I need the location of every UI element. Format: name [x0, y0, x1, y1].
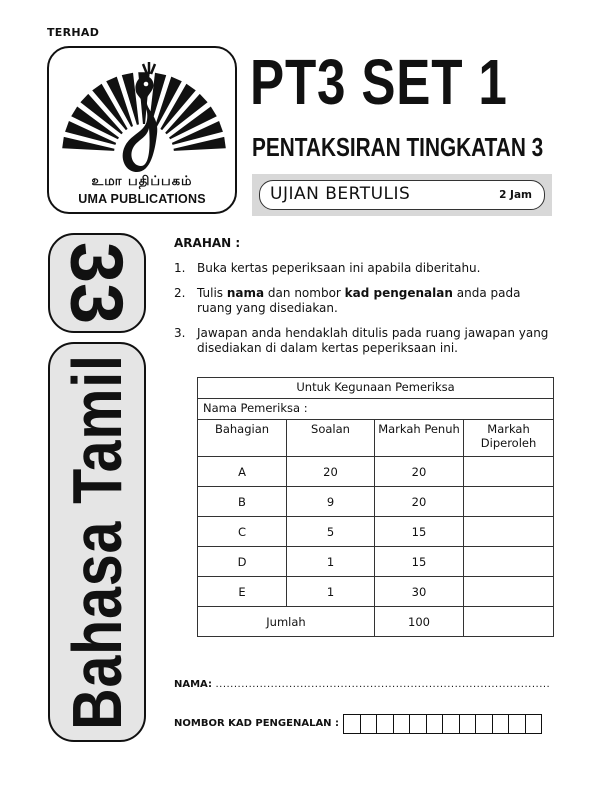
questions-cell: 1: [287, 547, 375, 577]
table-row: [198, 457, 554, 487]
ic-digit-box[interactable]: [475, 714, 493, 734]
publisher-logo-box: [47, 46, 237, 214]
total-label: Jumlah: [198, 607, 375, 637]
table-row: [198, 487, 554, 517]
obtained-marks-cell[interactable]: [464, 487, 554, 517]
ic-digit-box[interactable]: [393, 714, 411, 734]
subject-name: Bahasa Tamil: [58, 354, 136, 730]
ic-digit-box[interactable]: [376, 714, 394, 734]
ic-digit-box[interactable]: [492, 714, 510, 734]
exam-duration: 2 Jam: [499, 189, 532, 201]
section-cell: D: [198, 547, 287, 577]
instruction-text: Buka kertas peperiksaan ini apabila diberitahu.: [197, 261, 481, 275]
examiner-name-field[interactable]: Nama Pemeriksa :: [198, 399, 554, 420]
ic-digit-box[interactable]: [459, 714, 477, 734]
section-cell: E: [198, 577, 287, 607]
page-title: PT3 SET 1: [250, 46, 508, 118]
section-cell: B: [198, 487, 287, 517]
obtained-marks-cell[interactable]: [464, 547, 554, 577]
table-row: [198, 547, 554, 577]
header-soalan: Soalan: [287, 420, 375, 457]
student-name-line[interactable]: ...........................................................................................: [215, 679, 551, 690]
ic-digit-box[interactable]: [442, 714, 460, 734]
instruction-number: 2.: [174, 286, 186, 300]
questions-cell: 1: [287, 577, 375, 607]
section-cell: C: [198, 517, 287, 547]
ic-digit-box[interactable]: [409, 714, 427, 734]
exam-type-label: UJIAN BERTULIS: [270, 184, 411, 204]
obtained-marks-cell[interactable]: [464, 517, 554, 547]
table-title: Untuk Kegunaan Pemeriksa: [198, 378, 554, 399]
instruction-item: [174, 261, 554, 276]
ic-digit-box[interactable]: [343, 714, 361, 734]
table-row: [198, 577, 554, 607]
obtained-marks-cell[interactable]: [464, 457, 554, 487]
section-cell: A: [198, 457, 287, 487]
questions-cell: 20: [287, 457, 375, 487]
table-row: [198, 517, 554, 547]
obtained-marks-cell[interactable]: [464, 577, 554, 607]
ic-digit-box[interactable]: [360, 714, 378, 734]
full-marks-cell: 20: [375, 457, 464, 487]
total-full-marks: 100: [375, 607, 464, 637]
subject-code: 33: [55, 241, 139, 325]
header-markah-diperoleh: Markah Diperoleh: [464, 420, 554, 457]
header-markah-penuh: Markah Penuh: [375, 420, 464, 457]
instruction-item: [174, 286, 554, 316]
subject-name-badge: [48, 342, 146, 742]
publisher-name: UMA PUBLICATIONS: [78, 192, 206, 206]
student-name-label: NAMA:: [174, 679, 212, 690]
instructions-heading: ARAHAN :: [174, 236, 241, 250]
publisher-name-tamil: உமா பதிப்பகம்: [91, 174, 193, 189]
full-marks-cell: 15: [375, 517, 464, 547]
full-marks-cell: 20: [375, 487, 464, 517]
full-marks-cell: 15: [375, 547, 464, 577]
total-obtained-marks[interactable]: [464, 607, 554, 637]
classification-label: TERHAD: [47, 26, 100, 39]
instruction-item: [174, 326, 554, 356]
page-subtitle: PENTAKSIRAN TINGKATAN 3: [252, 132, 544, 162]
header-bahagian: Bahagian: [198, 420, 287, 457]
instruction-text: Jawapan anda hendaklah ditulis pada ruang jawapan yang disediakan di dalam kertas peperiksaan ini.: [197, 326, 549, 355]
ic-number-label: NOMBOR KAD PENGENALAN :: [174, 718, 340, 729]
peacock-logo-icon: [61, 54, 227, 174]
exam-type-banner: [252, 174, 552, 216]
instruction-text: Tulis nama dan nombor kad pengenalan anda pada ruang yang disediakan.: [197, 286, 521, 315]
ic-digit-box[interactable]: [508, 714, 526, 734]
total-row: [198, 607, 554, 637]
examiner-marks-table: [197, 377, 554, 637]
instruction-number: 3.: [174, 326, 186, 340]
subject-code-badge: [48, 233, 146, 333]
questions-cell: 5: [287, 517, 375, 547]
ic-number-boxes: [343, 714, 541, 734]
student-name-field[interactable]: [174, 679, 550, 690]
ic-digit-box[interactable]: [525, 714, 543, 734]
questions-cell: 9: [287, 487, 375, 517]
full-marks-cell: 30: [375, 577, 464, 607]
ic-digit-box[interactable]: [426, 714, 444, 734]
instruction-number: 1.: [174, 261, 186, 275]
